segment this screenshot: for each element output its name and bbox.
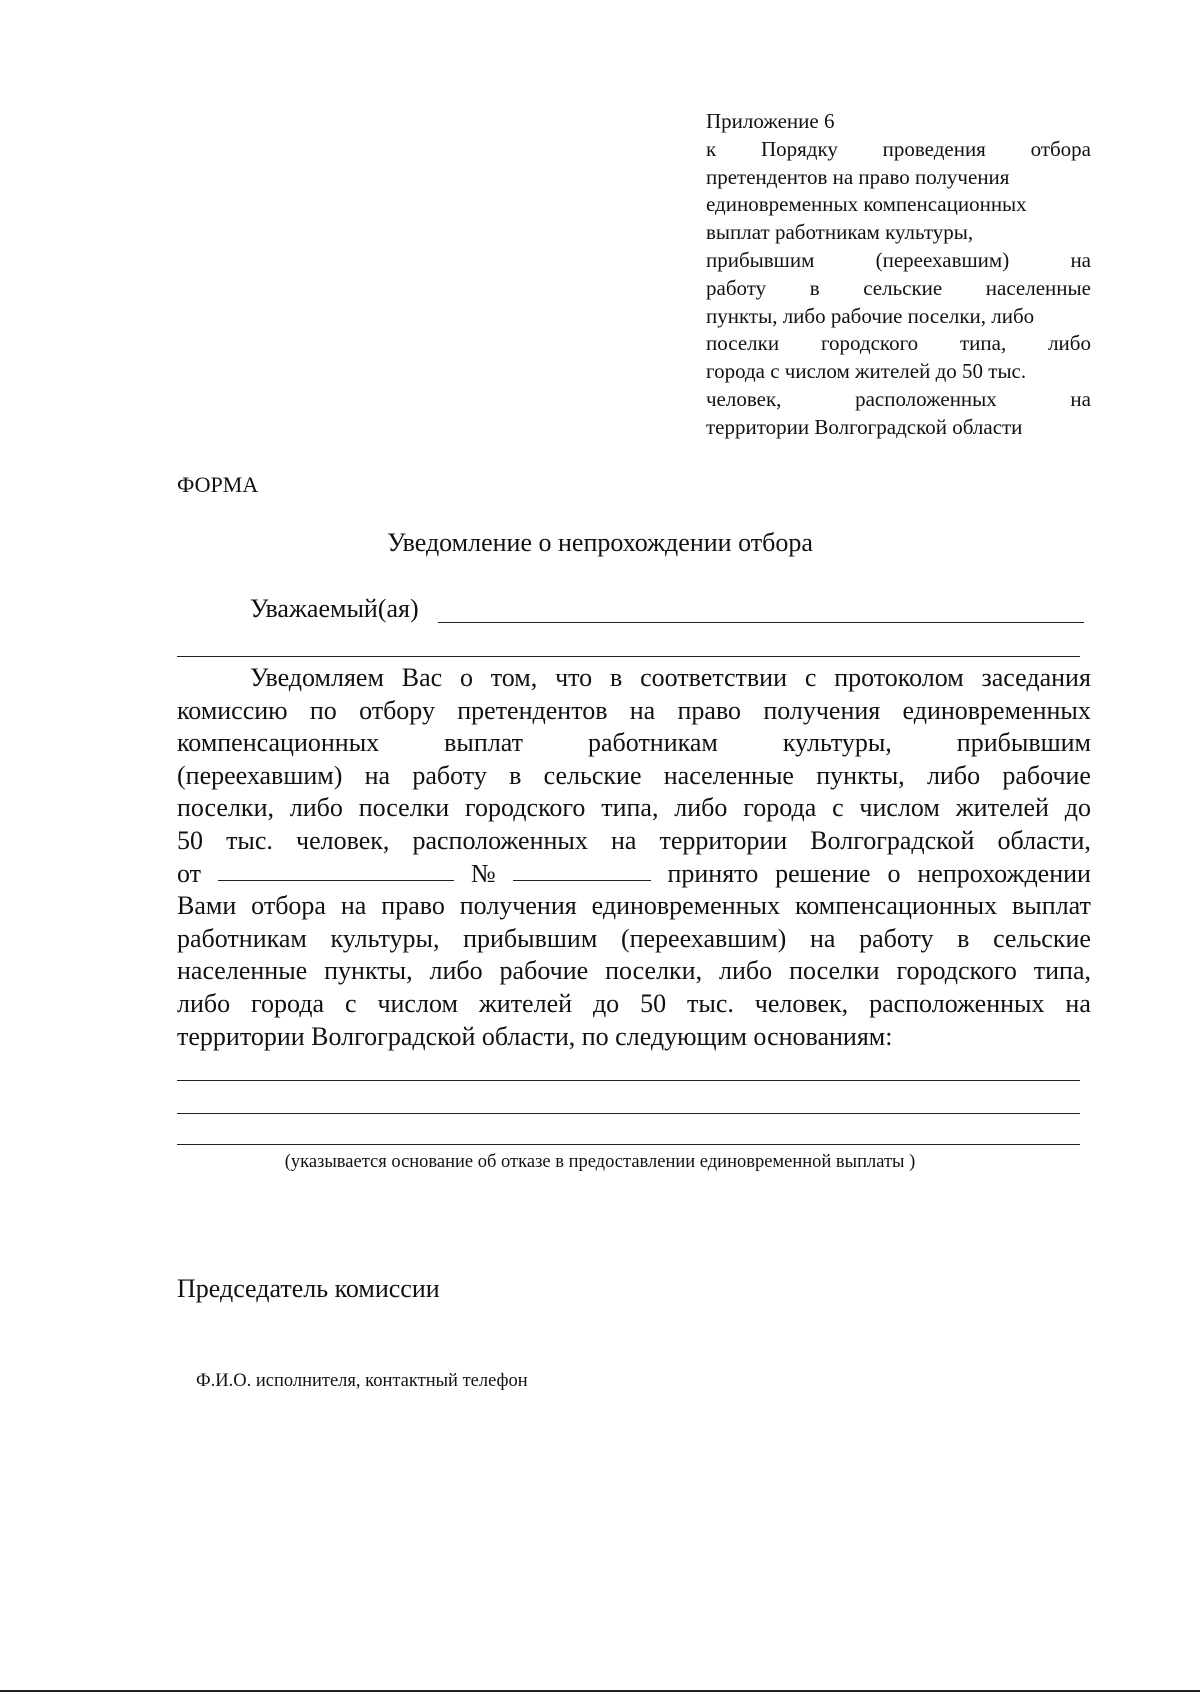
- appendix-word: сельские: [863, 275, 943, 300]
- body-word: о: [459, 663, 473, 692]
- appendix-line: [706, 219, 1091, 247]
- body-word: на: [364, 760, 391, 790]
- body-word: сельские: [993, 923, 1091, 953]
- body-word: отбора: [251, 891, 326, 921]
- notice-body: [177, 662, 1091, 1053]
- body-word: получения: [459, 891, 577, 921]
- appendix-word: отбора: [1030, 136, 1091, 161]
- body-word: числом: [859, 793, 940, 823]
- body-word: право: [677, 695, 742, 725]
- reason-blank-line-2: [177, 1113, 1080, 1114]
- reason-hint: (указывается основание об отказе в предоставлении единовременной выплаты ): [284, 1152, 916, 1172]
- body-word: пункты,: [816, 760, 905, 790]
- salutation-text: Уважаемый(ая): [250, 594, 419, 623]
- body-line: [177, 955, 1091, 988]
- body-word: что: [555, 663, 593, 692]
- body-line: [177, 695, 1091, 728]
- appendix-line: [706, 303, 1091, 331]
- body-word: Уведомляем: [250, 663, 384, 692]
- body-word: с: [344, 988, 357, 1018]
- decision-number-blank: [513, 858, 651, 881]
- body-line: [177, 988, 1091, 1021]
- document-title: Уведомление о непрохождении отбора: [387, 528, 813, 557]
- body-word: на: [1065, 988, 1091, 1018]
- body-word: рабочие: [1002, 760, 1091, 790]
- reason-blank-line-3: [177, 1144, 1080, 1145]
- addressee-blank-line: [438, 622, 1084, 623]
- chairman-signature-label: Председатель комиссии: [177, 1274, 440, 1303]
- body-word: области,: [997, 825, 1091, 855]
- from-label: от: [177, 858, 202, 888]
- body-word: прибывшим: [956, 728, 1091, 758]
- body-word: сельские: [543, 760, 642, 790]
- appendix-word: выплат работникам культуры,: [706, 220, 974, 245]
- body-line: [177, 792, 1091, 825]
- salutation: [250, 594, 419, 624]
- appendix-word: человек,: [706, 386, 782, 411]
- body-word: о: [887, 858, 901, 888]
- page-bottom-rule: [0, 1690, 1200, 1692]
- body-word: либо: [177, 988, 231, 1018]
- body-word: отбору: [359, 695, 435, 725]
- body-word: либо: [289, 793, 343, 823]
- body-word: жителей: [478, 988, 573, 1018]
- body-word: на: [629, 695, 656, 725]
- body-word: тыс.: [686, 988, 734, 1018]
- body-word: либо: [719, 956, 773, 986]
- appendix-line: [706, 414, 1091, 442]
- body-word: право: [381, 891, 445, 921]
- appendix-line: [706, 191, 1091, 219]
- body-word: с: [804, 663, 817, 692]
- appendix-word: населенные: [985, 275, 1091, 300]
- appendix-word: поселки: [706, 331, 780, 356]
- body-line: [177, 662, 1091, 695]
- body-word: компенсационных: [794, 891, 998, 921]
- appendix-word: претендентов на право получения: [706, 164, 1010, 189]
- body-word: решение: [775, 858, 871, 888]
- appendix-line: [706, 358, 1091, 386]
- body-word: единовременных: [902, 695, 1091, 725]
- appendix-word: работу: [706, 275, 767, 300]
- reason-blank-line-1: [177, 1080, 1080, 1081]
- appendix-line: [706, 330, 1091, 358]
- appendix-word: типа,: [960, 331, 1007, 356]
- body-line: [177, 760, 1091, 793]
- body-word: работу: [859, 923, 934, 953]
- body-word: Волгоградской: [810, 825, 975, 855]
- body-word: комиссию: [177, 695, 288, 725]
- appendix-word: либо: [1048, 331, 1091, 356]
- body-word: единовременных: [591, 891, 781, 921]
- body-word: на: [809, 923, 836, 953]
- body-word: до: [1064, 793, 1091, 823]
- body-word: (переехавшим): [620, 923, 787, 953]
- body-word: либо: [926, 760, 981, 790]
- appendix-word: расположенных: [855, 386, 997, 411]
- body-word: города: [251, 988, 325, 1018]
- appendix-word: Порядку: [760, 136, 838, 161]
- appendix-word: на: [1070, 247, 1091, 272]
- body-word: в: [957, 923, 970, 953]
- body-line: [177, 727, 1091, 760]
- appendix-word: города с числом жителей до 50 тыс.: [706, 359, 1027, 384]
- body-word: в: [509, 760, 522, 790]
- body-word: поселки: [358, 793, 450, 823]
- body-word: рабочие: [499, 956, 589, 986]
- number-sign: №: [470, 858, 496, 888]
- body-word: претендентов: [457, 695, 608, 725]
- body-word: выплат: [444, 728, 524, 758]
- body-word: в: [610, 663, 623, 692]
- appendix-word: (переехавшим): [875, 247, 1010, 272]
- body-word: поселки,: [605, 956, 703, 986]
- appendix-word: пункты, либо рабочие поселки, либо: [706, 303, 1035, 328]
- appendix-word: к: [706, 136, 717, 161]
- appendix-line: [706, 136, 1091, 164]
- body-line-last: территории Волгоградской области, по следующим основаниям:: [177, 1021, 893, 1051]
- body-word: городского: [465, 793, 586, 823]
- body-word: населенные: [177, 956, 308, 986]
- body-word: компенсационных: [177, 728, 380, 758]
- body-word: протоколом: [834, 663, 964, 692]
- body-word: человек,: [296, 825, 390, 855]
- appendix-lines: [706, 136, 1091, 442]
- body-word: культуры,: [782, 728, 892, 758]
- body-word: работникам: [588, 728, 718, 758]
- appendix-line: [706, 164, 1091, 192]
- body-line: [177, 825, 1091, 858]
- body-line-date-number: [177, 858, 1091, 891]
- appendix-word: на: [1070, 386, 1091, 411]
- body-word: города: [743, 793, 817, 823]
- body-word: (переехавшим): [177, 760, 343, 790]
- body-word: культуры,: [330, 923, 440, 953]
- appendix-title: Приложение 6: [706, 109, 835, 133]
- body-word: либо: [674, 793, 728, 823]
- body-word: работникам: [177, 923, 307, 953]
- body-word: заседания: [981, 663, 1091, 692]
- body-word: на: [610, 825, 637, 855]
- body-word: Вас: [401, 663, 443, 692]
- body-word: работу: [412, 760, 487, 790]
- form-label: ФОРМА: [177, 472, 259, 497]
- body-line: [177, 890, 1091, 923]
- body-word: выплат: [1012, 891, 1091, 921]
- body-word: 50: [640, 988, 667, 1018]
- appendix-word: проведения: [882, 136, 986, 161]
- body-word: том,: [490, 663, 538, 692]
- decision-date-blank: [218, 858, 454, 881]
- body-word: принято: [667, 858, 759, 888]
- appendix-word: городского: [820, 331, 919, 356]
- body-word: типа,: [601, 793, 659, 823]
- body-word: поселки: [789, 956, 880, 986]
- body-word: либо: [429, 956, 483, 986]
- appendix-line: [706, 247, 1091, 275]
- body-word: расположенных: [412, 825, 588, 855]
- body-word: человек,: [754, 988, 849, 1018]
- body-word: городского: [896, 956, 1017, 986]
- executor-contact-label: Ф.И.О. исполнителя, контактный телефон: [196, 1371, 528, 1391]
- appendix-word: прибывшим: [706, 247, 815, 272]
- body-word: населенные: [663, 760, 794, 790]
- appendix-word: в: [809, 275, 820, 300]
- appendix-word: территории Волгоградской области: [706, 414, 1023, 439]
- body-word: числом: [377, 988, 458, 1018]
- addressee-blank-line-2: [177, 656, 1080, 657]
- body-word: по: [309, 695, 337, 725]
- body-word: расположенных: [869, 988, 1045, 1018]
- body-word: Вами: [177, 891, 237, 921]
- body-word: соответствии: [640, 663, 788, 692]
- body-word: получения: [763, 695, 881, 725]
- body-word: непрохождении: [917, 858, 1091, 888]
- body-word: типа,: [1033, 956, 1091, 986]
- appendix-line: [706, 275, 1091, 303]
- appendix-block: [706, 108, 1091, 442]
- body-word: 50: [177, 825, 203, 855]
- body-word: жителей: [955, 793, 1049, 823]
- appendix-word: единовременных компенсационных: [706, 192, 1027, 217]
- body-word: пункты,: [324, 956, 413, 986]
- body-word: поселки,: [177, 793, 274, 823]
- body-word: на: [340, 891, 367, 921]
- body-word: до: [592, 988, 620, 1018]
- body-line: [177, 923, 1091, 956]
- body-word: прибывшим: [463, 923, 598, 953]
- appendix-line: [706, 386, 1091, 414]
- body-word: тыс.: [226, 825, 273, 855]
- body-word: с: [832, 793, 844, 823]
- body-word: территории: [659, 825, 788, 855]
